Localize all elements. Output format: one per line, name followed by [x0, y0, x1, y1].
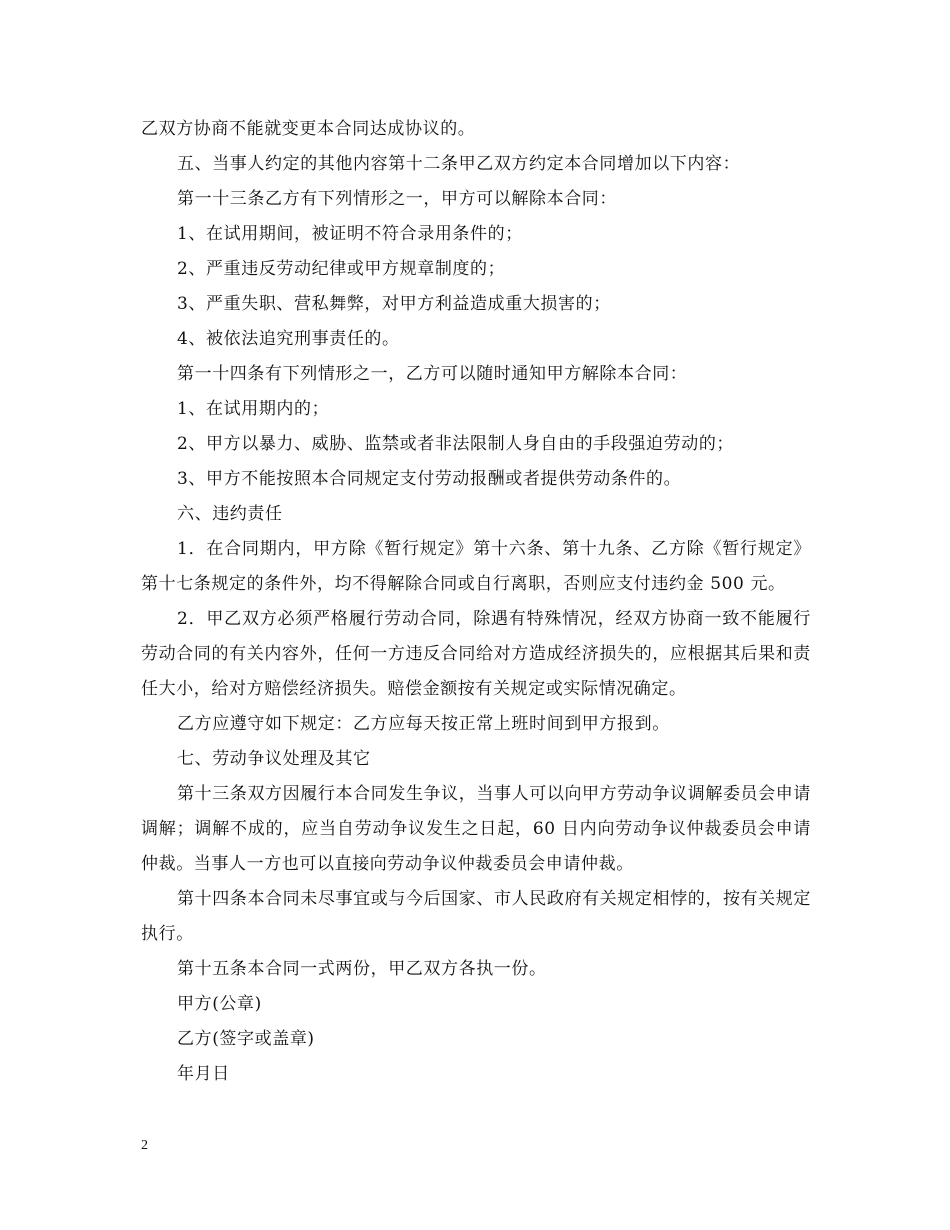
- list-item: 1、在试用期间，被证明不符合录用条件的；: [177, 224, 523, 244]
- paragraph-continuation: 乙双方协商不能就变更本合同达成协议的。: [141, 119, 476, 139]
- paragraph-article-14: 第一十四条有下列情形之一，乙方可以随时通知甲方解除本合同：: [177, 364, 688, 384]
- list-item: 4、被依法追究刑事责任的。: [177, 329, 400, 349]
- paragraph-dispute-article-13: 第十三条双方因履行本合同发生争议，当事人可以向甲方劳动争议调解委员会申请调解；调解不成的，应当自劳动争议发生之日起，60 日内向劳动争议仲裁委员会申请仲裁。当事人一方也可以直接向劳动争议仲裁委员会申请仲裁。: [141, 784, 811, 874]
- list-item: 3、甲方不能按照本合同规定支付劳动报酬或者提供劳动条件的。: [177, 469, 682, 489]
- paragraph-rules: 乙方应遵守如下规定：乙方应每天按正常上班时间到甲方报到。: [177, 714, 670, 734]
- signature-party-b: 乙方(签字或盖章): [177, 1029, 315, 1049]
- paragraph-section-five: 五、当事人约定的其他内容第十二条甲乙双方约定本合同增加以下内容：: [177, 154, 741, 174]
- paragraph-liability-2: 2．甲乙双方必须严格履行劳动合同，除遇有特殊情况，经双方协商一致不能履行劳动合同的有关内容外，任何一方违反合同给对方造成经济损失的，应根据其后果和责任大小，给对方赔偿经济损失。赔偿金额按有关规定或实际情况确定。: [141, 609, 811, 699]
- signature-date: 年月日: [177, 1064, 230, 1084]
- document-body: [141, 112, 811, 1092]
- list-item: 1、在试用期内的；: [177, 399, 330, 419]
- list-item: 2、严重违反劳动纪律或甲方规章制度的；: [177, 259, 506, 279]
- page-number: 2: [141, 1138, 148, 1153]
- signature-party-a: 甲方(公章): [177, 994, 262, 1014]
- section-heading-liability: 六、违约责任: [177, 504, 283, 524]
- section-heading-disputes: 七、劳动争议处理及其它: [177, 749, 371, 769]
- paragraph-liability-1: 1．在合同期内，甲方除《暂行规定》第十六条、第十九条、乙方除《暂行规定》第十七条规定的条件外，均不得解除合同或自行离职，否则应支付违约金 500 元。: [141, 539, 811, 594]
- list-item: 3、严重失职、营私舞弊，对甲方利益造成重大损害的；: [177, 294, 611, 314]
- paragraph-article-14-misc: 第十四条本合同未尽事宜或与今后国家、市人民政府有关规定相悖的，按有关规定执行。: [141, 889, 811, 944]
- list-item: 2、甲方以暴力、威胁、监禁或者非法限制人身自由的手段强迫劳动的；: [177, 434, 735, 454]
- paragraph-article-13: 第一十三条乙方有下列情形之一，甲方可以解除本合同：: [177, 189, 617, 209]
- paragraph-article-15: 第十五条本合同一式两份，甲乙双方各执一份。: [177, 959, 547, 979]
